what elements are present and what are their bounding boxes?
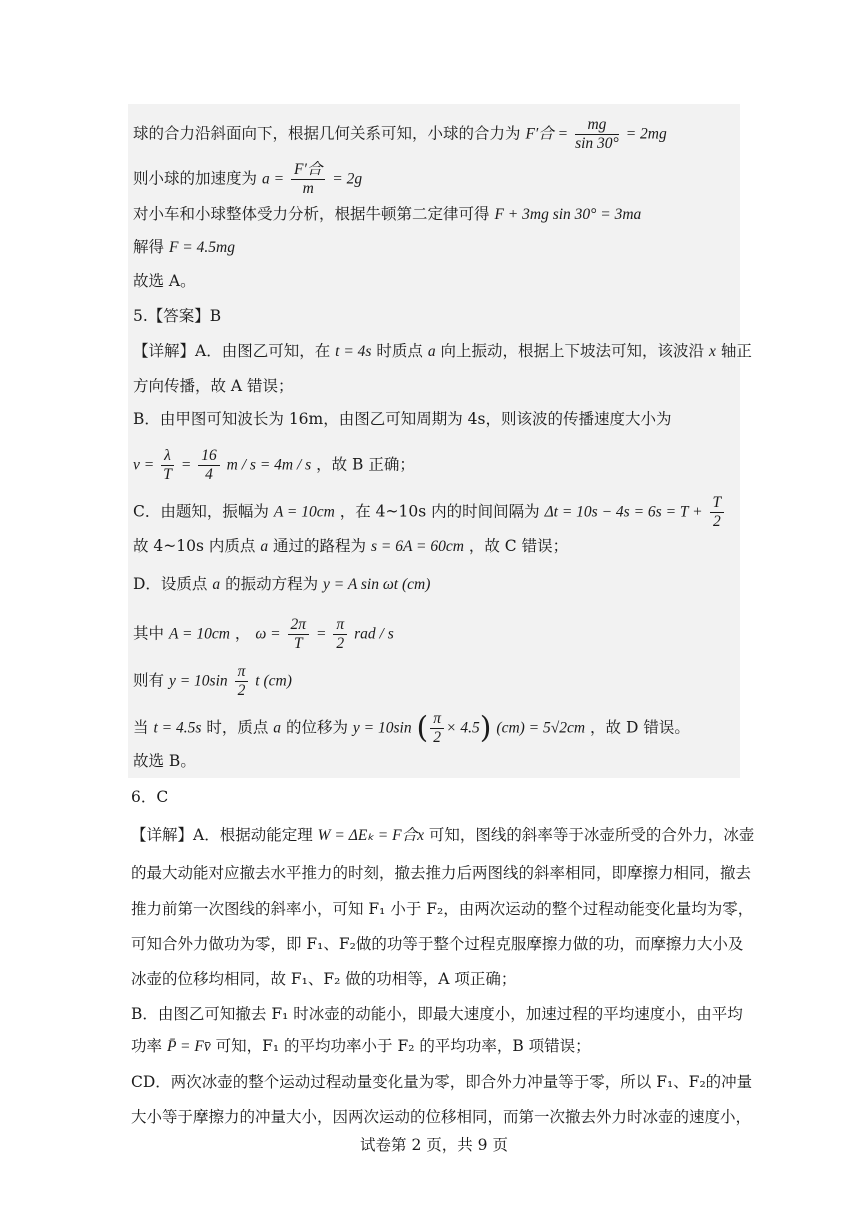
text-line (133, 447, 415, 484)
fraction (430, 710, 444, 747)
text-line (133, 375, 294, 397)
formula: y = 10sin (352, 719, 412, 737)
text: C．由题知，振幅为 (133, 502, 269, 521)
fraction (710, 494, 725, 531)
text-line (133, 203, 641, 226)
text: 解得 (133, 238, 165, 256)
text: ，故 B 正确； (316, 455, 415, 474)
fraction (235, 663, 249, 700)
denominator: 2 (712, 513, 721, 530)
text: 的振动方程为 (225, 575, 319, 593)
numerator: F′合 (291, 161, 325, 180)
formula: A = 10cm (273, 503, 335, 521)
text: 【详解】A．根据动能定理 (131, 826, 313, 844)
formula: t = 4.5s (153, 719, 202, 737)
formula: m / s = 4m / s (226, 456, 312, 474)
text: 的最大动能对应撤去水平推力的时刻，撤去推力后两图线的斜率相同，即摩擦力相同，撤去 (131, 864, 752, 882)
text-line (133, 408, 671, 430)
text-line (131, 933, 743, 955)
formula: = 2mg (625, 125, 667, 143)
numerator: π (333, 616, 347, 635)
formula: Δt = 10s − 4s = 6s = T + (544, 503, 703, 521)
formula: y = 10sin (168, 672, 228, 690)
denominator: 2 (237, 682, 246, 699)
formula: P̄ = Fv̄ (166, 1038, 211, 1055)
fraction (291, 161, 325, 198)
numerator: π (430, 710, 444, 729)
text: D．设质点 (133, 575, 208, 593)
text: ，故 C 错误； (468, 537, 569, 555)
denominator: 2 (433, 729, 442, 746)
answer-heading: 5.【答案】B (133, 307, 222, 325)
text: 则有 (133, 671, 165, 690)
text: 的位移为 (285, 718, 348, 737)
numerator: λ (161, 447, 174, 466)
formula: ω = (255, 625, 281, 643)
text: 功率 (131, 1037, 163, 1055)
text-line (131, 1035, 591, 1058)
fraction (333, 616, 347, 653)
text: 故 4~10s 内质点 (133, 537, 256, 555)
formula: F′合 = (525, 125, 569, 143)
denominator: sin 30° (575, 135, 619, 152)
text: CD．两次冰壶的整个运动过程动量变化量为零，即合外力冲量等于零，所以 F₁、F₂的冲量 (131, 1073, 753, 1091)
text: 可知合外力做功为零，即 F₁、F₂做的功等于整个过程克服摩擦力做的功，而摩擦力大小及 (131, 935, 744, 953)
text-line: 其中 A = 10cm ， ω = $\frac{2\pi}{T}$ = $\frac{\pi}{2}$ rad / s (133, 616, 394, 652)
fraction (161, 447, 174, 484)
formula: (cm) = 5√2cm (496, 719, 586, 737)
text-line (133, 236, 235, 259)
formula: a = (261, 170, 285, 188)
fraction (288, 616, 310, 653)
text: 大小等于摩擦力的冲量大小，因两次运动的位移相同，而第一次撤去外力时冰壶的速度小， (131, 1108, 752, 1126)
text: 球的合力沿斜面向下，根据几何关系可知，小球的合力为 (133, 124, 521, 143)
formula: x (708, 343, 716, 360)
text-line (133, 535, 568, 558)
text-line (133, 494, 726, 531)
text-line (133, 116, 667, 153)
denominator: 4 (205, 466, 213, 483)
text: 则小球的加速度为 (133, 169, 258, 188)
text: 【详解】A．由图乙可知，在 (133, 342, 331, 360)
text-line (131, 1106, 751, 1128)
formula: = (316, 625, 327, 643)
formula: A = 10cm (168, 625, 230, 643)
text: 可知，F₁ 的平均功率小于 F₂ 的平均功率，B 项错误； (215, 1037, 591, 1055)
formula: y = A sin ωt (cm) (323, 576, 431, 593)
text: B．由图乙可知撤去 F₁ 时冰壶的动能小，即最大速度小，加速过程的平均速度小，由平均 (131, 1005, 743, 1023)
fraction (575, 116, 619, 153)
formula: = 2g (332, 170, 363, 188)
text-line (133, 663, 292, 700)
numerator: 2π (288, 616, 310, 635)
formula: F + 3mg sin 30° = 3ma (494, 206, 642, 223)
formula: t (cm) (255, 672, 292, 690)
denominator: 2 (336, 635, 345, 652)
text-line (133, 573, 430, 596)
text: 时质点 (376, 342, 423, 360)
text-line (133, 161, 362, 198)
formula: = (180, 456, 192, 474)
text: 对小车和小球整体受力分析，根据牛顿第二定律可得 (133, 205, 490, 223)
fraction (198, 447, 220, 484)
text: B．由甲图可知波长为 16m，由图乙可知周期为 4s，则该波的传播速度大小为 (133, 410, 672, 428)
text-line (131, 1003, 743, 1025)
formula: a (212, 576, 221, 593)
text: 其中 (133, 624, 165, 643)
numerator: mg (575, 116, 619, 135)
text: ，故 D 错误。 (590, 718, 690, 737)
text: 故选 B。 (133, 752, 196, 770)
text-line (133, 270, 196, 292)
formula: v = (133, 456, 155, 474)
text: 时，质点 (206, 718, 269, 737)
text-line (131, 862, 751, 884)
denominator: T (163, 466, 172, 483)
text: 可知，图线的斜率等于冰壶所受的合外力，冰壶 (428, 826, 755, 844)
numerator: π (235, 663, 249, 682)
formula: a (260, 538, 269, 555)
numerator: 16 (198, 447, 220, 466)
text: 方向传播，故 A 错误； (133, 377, 294, 395)
formula: F = 4.5mg (168, 239, 235, 256)
text-line: 当 t = 4.5s 时，质点 a 的位移为 y = 10sin ( $\frac{\pi}{2}$ × 4.5) (cm) = 5√2cm ，故 D 错误。 (133, 710, 690, 746)
answer-heading: 6．C (131, 788, 169, 806)
text-line (131, 786, 168, 808)
formula: a (427, 343, 436, 360)
formula: s = 6A = 60cm (370, 538, 464, 555)
text-line (131, 898, 753, 920)
text: 冰壶的位移均相同，故 F₁、F₂ 做的功相等，A 项正确； (131, 970, 517, 988)
page-footer: 试卷第 2 页，共 9 页 (360, 1136, 508, 1154)
text: 轴正 (720, 342, 752, 360)
text: 当 (133, 718, 149, 737)
text-line (133, 750, 196, 772)
text: ，在 4~10s 内的时间间隔为 (339, 502, 540, 521)
text-line (133, 340, 752, 363)
text-line (133, 305, 221, 327)
text-line (131, 1071, 752, 1093)
text: 通过的路程为 (273, 537, 367, 555)
formula: × 4.5 (446, 719, 480, 737)
formula: rad / s (354, 625, 394, 643)
text-line (131, 824, 754, 847)
denominator: m (302, 180, 314, 197)
text: 向上振动，根据上下坡法可知，该波沿 (440, 342, 705, 360)
text-line (131, 968, 516, 990)
text: 推力前第一次图线的斜率小，可知 F₁ 小于 F₂，由两次运动的整个过程动能变化量均为零， (131, 900, 754, 918)
numerator: T (710, 494, 725, 513)
formula: W = ΔEₖ = F合x (317, 827, 424, 844)
denominator: T (293, 635, 303, 652)
formula: t = 4s (335, 343, 372, 360)
text: 故选 A。 (133, 272, 196, 290)
formula: a (273, 719, 282, 737)
